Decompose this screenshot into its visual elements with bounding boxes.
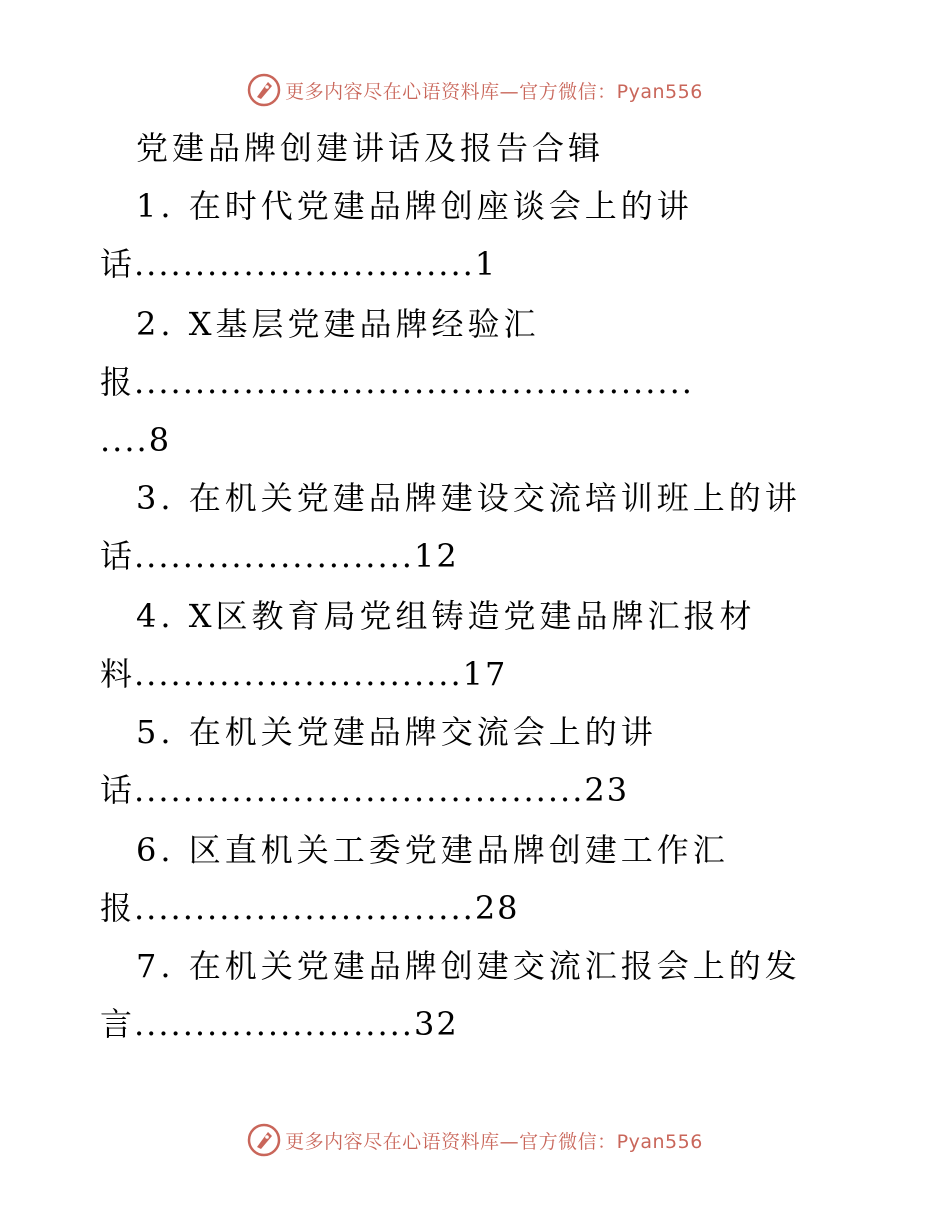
footer-banner bbox=[0, 1118, 950, 1162]
toc-item-6-heading: 6. 区直机关工委党建品牌创建工作汇 bbox=[136, 831, 729, 869]
pen-nib-seal-logo-icon bbox=[247, 1123, 281, 1157]
toc-item-7-tail: 言.......................32 bbox=[100, 1005, 459, 1043]
banner-text: 更多内容尽在心语资料库—官方微信：Pyan556 bbox=[285, 80, 703, 103]
toc-item-1-heading: 1. 在时代党建品牌创座谈会上的讲 bbox=[136, 187, 693, 225]
toc-item-1-tail: 话............................1 bbox=[100, 245, 498, 283]
banner-text: 更多内容尽在心语资料库—官方微信：Pyan556 bbox=[285, 1130, 703, 1153]
toc-item-4-tail: 料...........................17 bbox=[100, 655, 508, 693]
document-title: 党建品牌创建讲话及报告合辑 bbox=[136, 129, 605, 167]
toc-item-5-heading: 5. 在机关党建品牌交流会上的讲 bbox=[136, 713, 657, 751]
toc-item-7-heading: 7. 在机关党建品牌创建交流汇报会上的发 bbox=[136, 947, 801, 985]
toc-item-2-heading: 2. X基层党建品牌经验汇 bbox=[136, 305, 540, 343]
toc-item-2-tail-continued: ....8 bbox=[100, 421, 172, 459]
toc-item-4-heading: 4. X区教育局党组铸造党建品牌汇报材 bbox=[136, 597, 756, 635]
toc-item-6-tail: 报............................28 bbox=[100, 889, 520, 927]
toc-item-2-tail: 报.............................................. bbox=[100, 363, 694, 401]
toc-item-3-tail: 话.......................12 bbox=[100, 537, 459, 575]
toc-item-3-heading: 3. 在机关党建品牌建设交流培训班上的讲 bbox=[136, 479, 801, 517]
toc-item-5-tail: 话.....................................23 bbox=[100, 771, 630, 809]
header-banner bbox=[0, 68, 950, 112]
pen-nib-seal-logo-icon bbox=[247, 73, 281, 107]
